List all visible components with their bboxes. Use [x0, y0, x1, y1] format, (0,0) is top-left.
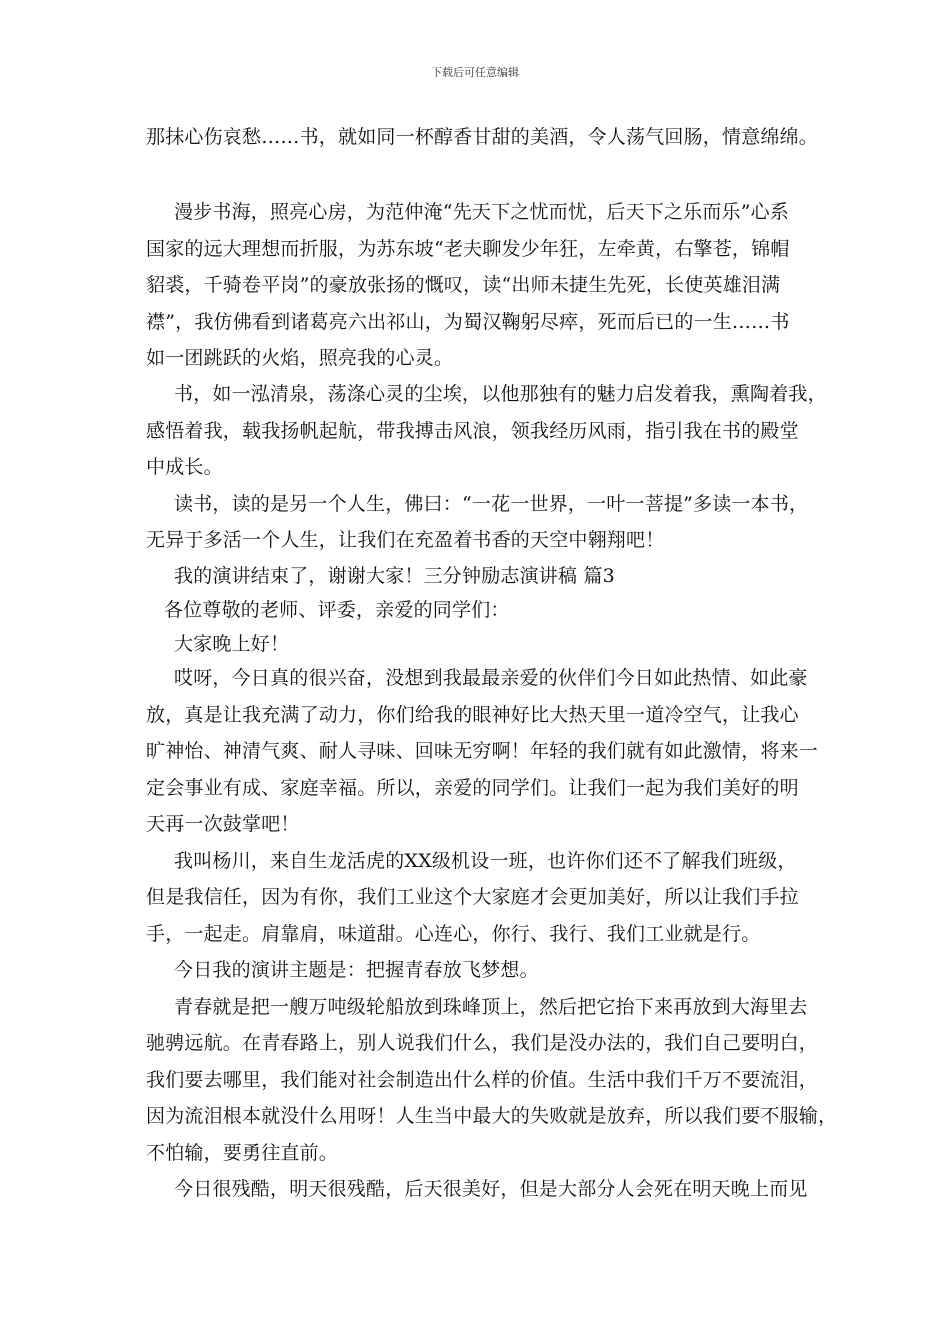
text-line: 各位尊敬的老师、评委，亲爱的同学们： — [164, 599, 510, 621]
text-line: 因为流泪根本就没什么用呀！人生当中最大的失败就是放弃，所以我们要不服输， — [146, 1105, 838, 1127]
text-line: 那抹心伤哀愁……书，就如同一杯醇香甘甜的美酒，令人荡气回肠，情意绵绵。 — [146, 126, 819, 148]
text-line: 放，真是让我充满了动力，你们给我的眼神好比大热天里一道冷空气，让我心 — [146, 704, 799, 726]
text-line: 貂裘，千骑卷平岗”的豪放张扬的慨叹，读“出师未捷生先死，长使英雄泪满 — [146, 274, 781, 296]
text-line: 感悟着我，载我扬帆起航，带我搏击风浪，领我经历风雨，指引我在书的殿堂 — [146, 420, 799, 442]
text-line: 大家晚上好！ — [174, 633, 290, 655]
text-line: 天再一次鼓掌吧！ — [146, 813, 300, 835]
text-line: 今日很残酷，明天很残酷，后天很美好，但是大部分人会死在明天晚上而见 — [174, 1178, 808, 1200]
text-line: 漫步书海，照亮心房，为范仲淹“先天下之忧而忧，后天下之乐而乐”心系 — [174, 201, 790, 223]
text-line: 无异于多活一个人生，让我们在充盈着书香的天空中翱翔吧！ — [146, 529, 665, 551]
text-line: 书，如一泓清泉，荡涤心灵的尘埃，以他那独有的魅力启发着我，熏陶着我， — [174, 383, 827, 405]
text-line: 哎呀，今日真的很兴奋，没想到我最最亲爱的伙伴们今日如此热情、如此豪 — [174, 667, 808, 689]
text-line: 我的演讲结束了，谢谢大家！三分钟励志演讲稿 篇3 — [174, 565, 615, 587]
text-line: 旷神怡、神清气爽、耐人寻味、回味无穷啊！年轻的我们就有如此激情，将来一 — [146, 740, 819, 762]
text-line: 青春就是把一艘万吨级轮船放到珠峰顶上，然后把它抬下来再放到大海里去 — [174, 996, 808, 1018]
text-line: 我们要去哪里，我们能对社会制造出什么样的价值。生活中我们千万不要流泪， — [146, 1069, 819, 1091]
text-line: 中成长。 — [146, 456, 223, 478]
page-header: 下载后可任意编辑 — [431, 66, 519, 79]
text-line: 襟”，我仿佛看到诸葛亮六出祁山，为蜀汉鞠躬尽瘁，死而后已的一生……书 — [146, 311, 790, 333]
text-line: 定会事业有成、家庭幸福。所以，亲爱的同学们。让我们一起为我们美好的明 — [146, 777, 799, 799]
text-line: 今日我的演讲主题是：把握青春放飞梦想。 — [174, 959, 539, 981]
text-line: 不怕输，要勇往直前。 — [146, 1142, 339, 1164]
text-line: 国家的远大理想而折服，为苏东坡“老夫聊发少年狂，左牵黄，右擎苍，锦帽 — [146, 238, 790, 260]
text-line: 读书，读的是另一个人生，佛曰：“一花一世界，一叶一菩提”多读一本书， — [174, 493, 809, 515]
text-line: 但是我信任，因为有你，我们工业这个大家庭才会更加美好，所以让我们手拉 — [146, 886, 799, 908]
text-line: 我叫杨川，来自生龙活虎的XX级机设一班，也许你们还不了解我们班级， — [174, 850, 797, 872]
text-line: 手，一起走。肩靠肩，味道甜。心连心，你行、我行、我们工业就是行。 — [146, 923, 761, 945]
text-line: 驰骋远航。在青春路上，别人说我们什么，我们是没办法的，我们自己要明白， — [146, 1032, 819, 1054]
text-line: 如一团跳跃的火焰，照亮我的心灵。 — [146, 347, 454, 369]
